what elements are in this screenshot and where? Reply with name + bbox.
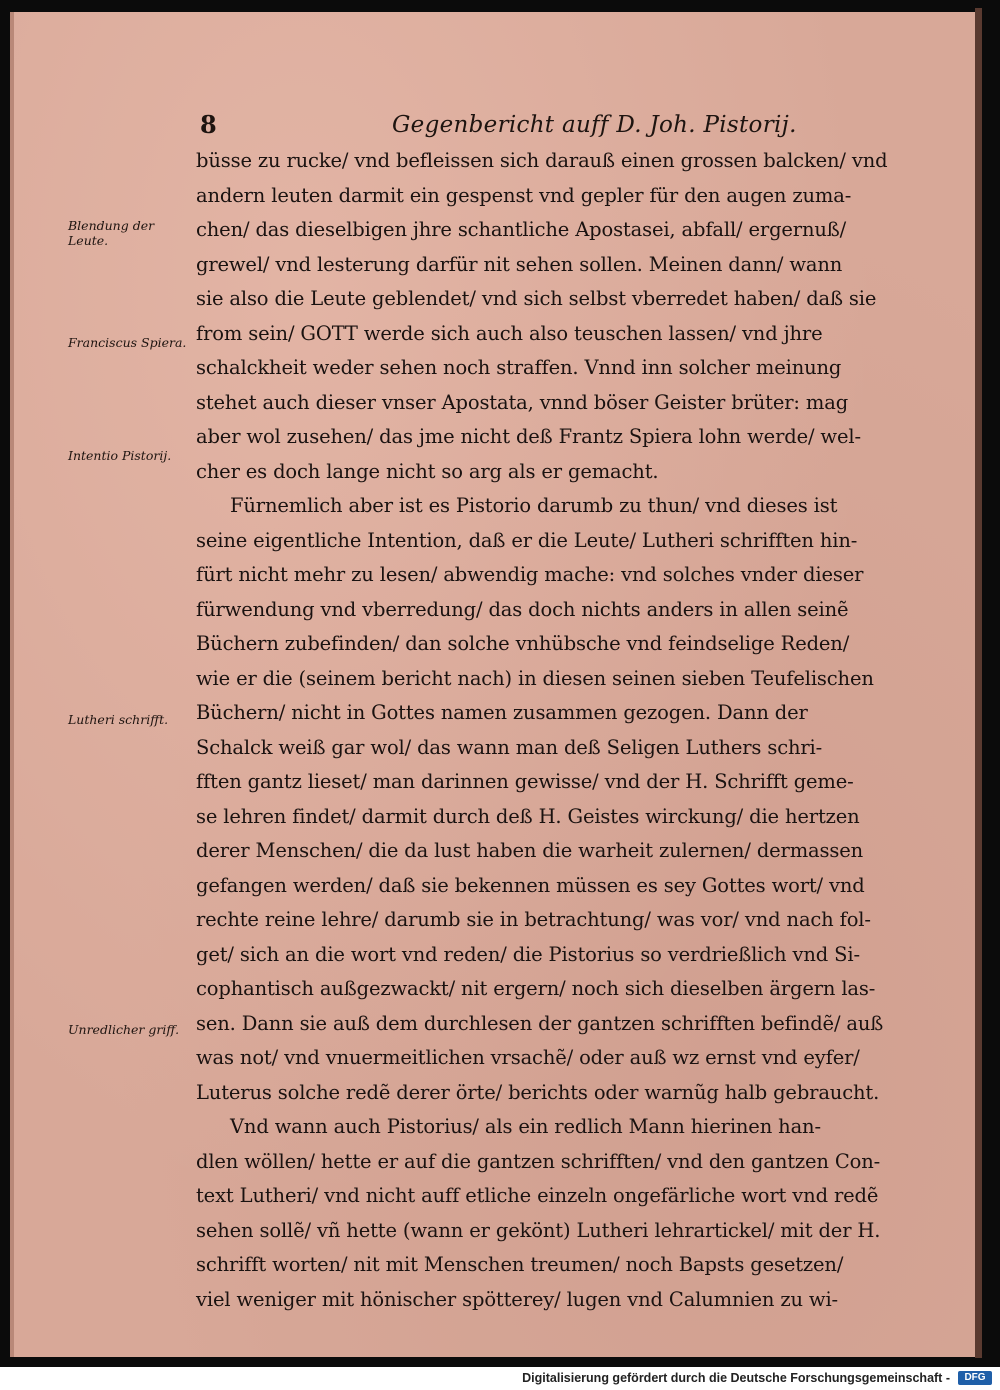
margin-note: Lutheri schrifft. xyxy=(68,712,169,727)
digitization-footer xyxy=(0,1367,1000,1390)
text-line: Büchern zubefinden/ dan solche vnhübsche vnd feindselige Reden/ xyxy=(196,632,850,655)
text-line: cher es doch lange nicht so arg als er gemacht. xyxy=(196,459,659,483)
running-title: Gegenbericht auff D. Joh. Pistorij. xyxy=(392,112,797,138)
text-line: sen. Dann sie auß dem durchlesen der gantzen schrifften befindẽ/ auß xyxy=(196,1011,884,1035)
text-line: Vnd wann auch Pistorius/ als ein redlich Mann hierinen han- xyxy=(230,1115,821,1138)
text-line: was not/ vnd vnuermeitlichen vrsachẽ/ oder auß wz ernst vnd eyfer/ xyxy=(196,1046,860,1069)
margin-note: Blendung der Leute. xyxy=(68,218,155,248)
body-text xyxy=(196,144,936,1317)
funding-credit: Digitalisierung gefördert durch die Deutsche Forschungsgemeinschaft - xyxy=(522,1371,950,1385)
page-edge-right xyxy=(975,8,982,1358)
text-line: Luterus solche redẽ derer örte/ berichts oder warnũg halb gebraucht. xyxy=(196,1080,880,1104)
running-head xyxy=(200,108,930,148)
text-line: fürwendung vnd vberredung/ das doch nichts anders in allen seinẽ xyxy=(196,597,849,621)
text-line: schalckheit weder sehen noch straffen. Vnnd inn solcher meinung xyxy=(196,356,842,379)
text-line: from sein/ GOTT werde sich auch also teuschen lassen/ vnd jhre xyxy=(196,321,823,345)
text-line: text Lutheri/ vnd nicht auff etliche einzeln ongefärliche wort vnd redẽ xyxy=(196,1184,879,1207)
margin-note: Franciscus Spiera. xyxy=(68,335,187,350)
text-line: sehen sollẽ/ vñ hette (wann er gekönt) Lutheri lehrartickel/ mit der H. xyxy=(196,1218,881,1242)
text-line: wie er die (seinem bericht nach) in diesen seinen sieben Teufelischen xyxy=(196,666,874,690)
text-line: dlen wöllen/ hette er auf die gantzen schrifften/ vnd den gantzen Con- xyxy=(196,1149,881,1173)
text-line: schrifft worten/ nit mit Menschen treumen/ noch Bapsts gesetzen/ xyxy=(196,1253,844,1276)
text-line: cophantisch außgezwackt/ nit ergern/ noch sich dieselben ärgern las- xyxy=(196,977,876,1000)
text-line: fften gantz lieset/ man darinnen gewisse/ vnd der H. Schrifft geme- xyxy=(196,770,854,793)
margin-note: Unredlicher griff. xyxy=(68,1022,180,1037)
text-line: chen/ das dieselbigen jhre schantliche Apostasei, abfall/ ergernuß/ xyxy=(196,218,847,241)
text-line: seine eigentliche Intention, daß er die Leute/ Lutheri schrifften hin- xyxy=(196,528,858,552)
text-line: sie also die Leute geblendet/ vnd sich selbst vberredet haben/ daß sie xyxy=(196,287,877,310)
text-line: stehet auch dieser vnser Apostata, vnnd böser Geister brüter: mag xyxy=(196,390,849,414)
text-line: grewel/ vnd lesterung darfür nit sehen sollen. Meinen dann/ wann xyxy=(196,252,843,276)
text-line: büsse zu rucke/ vnd befleissen sich darauß einen grossen balcken/ vnd xyxy=(196,149,888,172)
page-number: 8 xyxy=(200,110,217,139)
text-line: aber wol zusehen/ das jme nicht deß Frantz Spiera lohn werde/ wel- xyxy=(196,425,861,448)
text-line: get/ sich an die wort vnd reden/ die Pistorius so verdrießlich vnd Si- xyxy=(196,942,860,966)
page-edge-left xyxy=(10,12,14,1357)
text-line: Schalck weiß gar wol/ das wann man deß Seligen Luthers schri- xyxy=(196,735,823,759)
text-line: viel weniger mit hönischer spötterey/ lugen vnd Calumnien zu wi- xyxy=(196,1287,838,1311)
text-line: se lehren findet/ darmit durch deß H. Geistes wirckung/ die hertzen xyxy=(196,804,860,828)
text-line: Büchern/ nicht in Gottes namen zusammen gezogen. Dann der xyxy=(196,701,808,724)
text-line: Fürnemlich aber ist es Pistorio darumb zu thun/ vnd dieses ist xyxy=(230,494,838,517)
text-line: rechte reine lehre/ darumb sie in betrachtung/ was vor/ vnd nach fol- xyxy=(196,908,871,931)
text-line: fürt nicht mehr zu lesen/ abwendig mache: vnd solches vnder dieser xyxy=(196,563,864,586)
text-line: derer Menschen/ die da lust haben die warheit zulernen/ dermassen xyxy=(196,839,864,862)
margin-note: Intentio Pistorij. xyxy=(68,448,172,463)
text-line: gefangen werden/ daß sie bekennen müssen es sey Gottes wort/ vnd xyxy=(196,873,865,897)
text-line: andern leuten darmit ein gespenst vnd gepler für den augen zuma- xyxy=(196,183,852,207)
dfg-logo-icon: DFG xyxy=(958,1371,992,1385)
